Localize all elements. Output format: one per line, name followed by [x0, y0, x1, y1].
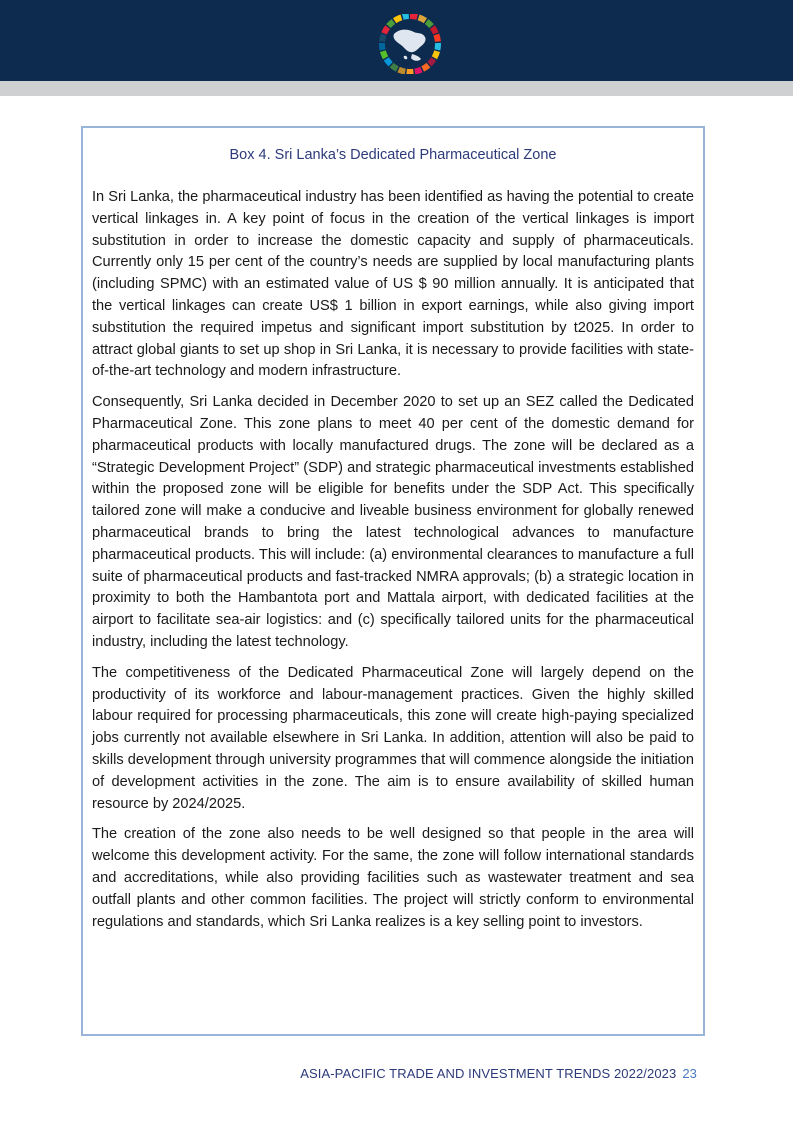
sdg-globe-asia-pacific-icon — [377, 14, 443, 74]
box-paragraph: In Sri Lanka, the pharmaceutical industry has been identified as having the potential to create vertical linkages in. A key point of focus in the creation of the vertical linkages is import substitution in order to increase the domestic capacity and supply of pharmaceuticals. Currently only 15 per cent of the country’s needs are supplied by local manufacturing plants (including SPMC) with an estimated value of US $ 90 million annually. It is anticipated that the vertical linkages can create US$ 1 billion in export earnings, while also giving import substitution the required impetus and significant import substitution by t2025. In order to attract global giants to set up shop in Sri Lanka, it is necessary to provide facilities with state-of-the-art technology and modern infrastructure. — [92, 189, 694, 380]
box-paragraph: The creation of the zone also needs to be well designed so that people in the area will welcome this development activity. For the same, the zone will follow international standards and accreditations, while also providing facilities such as wastewater treatment and sea outfall plants and other common facilities. The project will strictly conform to environmental regulations and standards, which Sri Lanka realizes is a key selling point to investors. — [92, 826, 694, 930]
box-title: Box 4. Sri Lanka’s Dedicated Pharmaceutical Zone — [229, 147, 557, 163]
header-gray-band — [0, 81, 793, 96]
box-panel — [81, 126, 705, 1036]
page-footer — [300, 1066, 697, 1081]
footer-title: ASIA-PACIFIC TRADE AND INVESTMENT TRENDS 2022/2023 — [300, 1066, 677, 1081]
box-body — [92, 187, 694, 942]
box-paragraph: The competitiveness of the Dedicated Pharmaceutical Zone will largely depend on the productivity of its workforce and labour-management practices. Given the highly skilled labour required for processing pharmaceuticals, this zone will create high-paying specialized jobs currently not available elsewhere in Sri Lanka. In addition, attention will also be paid to skills development through university programmes that will commence alongside the initiation of development activities in the zone. The aim is to ensure availability of skilled human resource by 2024/2025. — [92, 664, 694, 812]
page-number: 23 — [682, 1066, 697, 1081]
header-band — [0, 0, 793, 81]
box-paragraph: Consequently, Sri Lanka decided in December 2020 to set up an SEZ called the Dedicated Pharmaceutical Zone. This zone plans to meet 40 per cent of the domestic demand for pharmaceutical products with locally manufactured drugs. The zone will be declared as a “Strategic Development Project” (SDP) and strategic pharmaceutical investments established within the proposed zone will be eligible for benefits under the SDP Act. This specifically tailored zone will make a conducive and liveable business environment for globally renewed pharmaceutical brands to bring the latest technological advances to manufacture pharmaceutical products. This will include: (a) environmental clearances to manufacture a full suite of pharmaceutical products and fast-tracked NMRA approvals; (b) a strategic location in proximity to both the Hambantota port and Mattala airport, with dedicated facilities at the airport to facilitate sea-air logistics: and (c) specifically tailored units for the pharmaceutical industry, including the latest technology. — [92, 394, 694, 650]
